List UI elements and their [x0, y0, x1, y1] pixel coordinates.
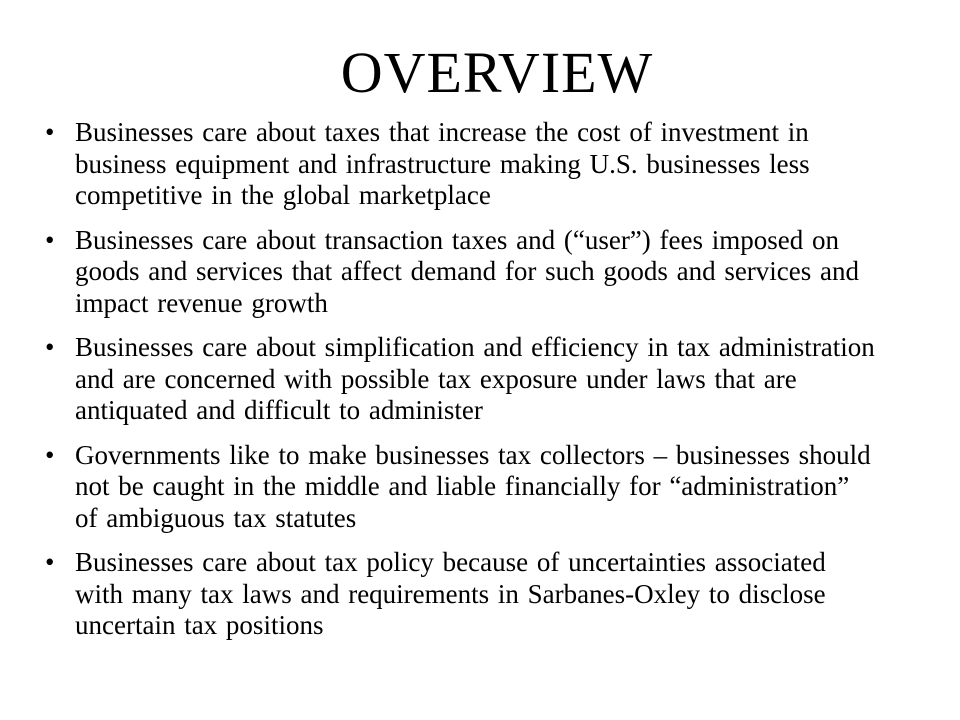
bullet-item: • Governments like to make businesses tax collectors – businesses should not be caught in the middle and liable financially for “administration” of ambiguous tax statutes	[75, 440, 875, 535]
bullet-list	[75, 117, 875, 655]
bullet-item: • Businesses care about tax policy because of uncertainties associated with many tax laws and requirements in Sarbanes-Oxley to disclose uncertain tax positions	[75, 547, 875, 642]
bullet-item: • Businesses care about simplification and efficiency in tax administration and are concerned with possible tax exposure under laws that are antiquated and difficult to administer	[75, 332, 875, 427]
slide-title: OVERVIEW	[340, 40, 654, 105]
bullet-item: • Businesses care about transaction taxes and (“user”) fees imposed on goods and services that affect demand for such goods and services and impact revenue growth	[75, 225, 875, 320]
bullet-item: • Businesses care about taxes that increase the cost of investment in business equipment and infrastructure making U.S. businesses less competitive in the global marketplace	[75, 117, 875, 212]
